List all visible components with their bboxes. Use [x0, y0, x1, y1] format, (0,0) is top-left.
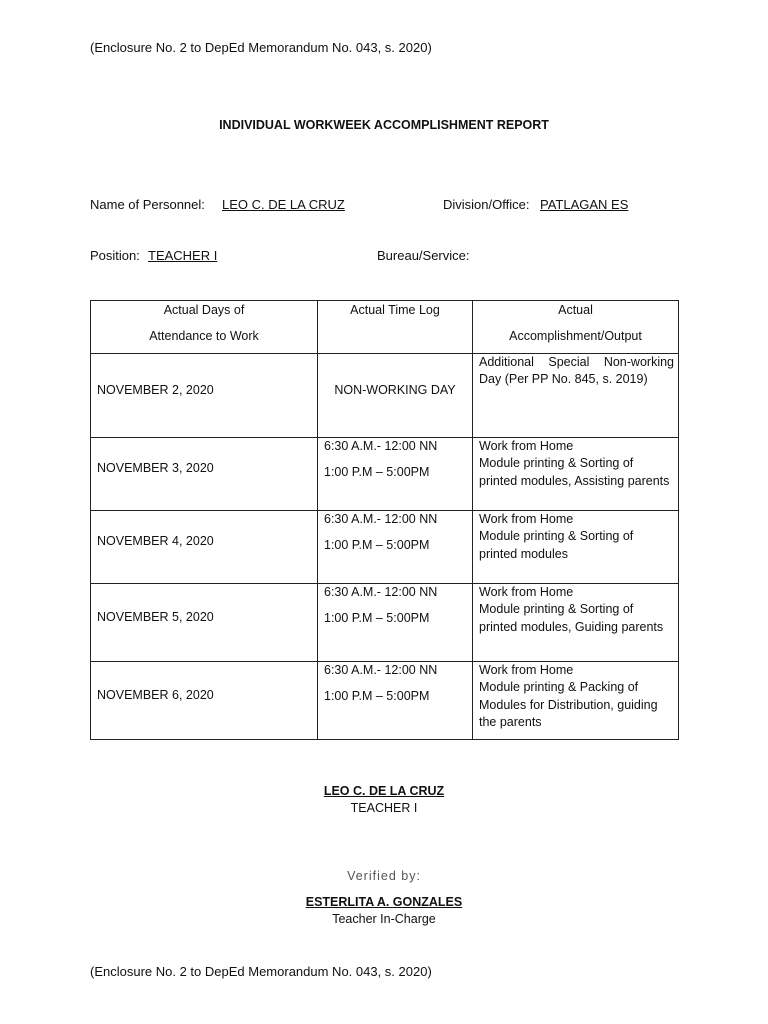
- row-date: [91, 511, 318, 584]
- acc-line2: Module printing & Packing of Modules for Distribution, guiding the parents: [479, 680, 658, 729]
- time-am: 6:30 A.M.- 12:00 NN: [324, 585, 438, 599]
- table-row: [91, 662, 679, 740]
- position-label: Position:: [90, 248, 140, 263]
- bureau-label: Bureau/Service:: [377, 248, 470, 263]
- enclosure-footer: (Enclosure No. 2 to DepEd Memorandum No. 043, s. 2020): [90, 964, 432, 979]
- table-row: [91, 584, 679, 662]
- division-label: Division/Office:: [443, 197, 530, 212]
- row-time: [318, 584, 473, 662]
- acc-line1: Work from Home: [479, 585, 574, 599]
- table-row: [91, 354, 679, 438]
- row-date: [91, 662, 318, 740]
- position-value: TEACHER I: [148, 248, 218, 263]
- time-am: 6:30 A.M.- 12:00 NN: [324, 663, 438, 677]
- acc-line2: Module printing & Sorting of printed modules: [479, 529, 634, 561]
- header-days-line2: Attendance to Work: [149, 329, 259, 343]
- date-text: NOVEMBER 4, 2020: [97, 534, 214, 548]
- acc-line1: Work from Home: [479, 663, 574, 677]
- verifier-position: Teacher In-Charge: [332, 912, 436, 926]
- signatory-name-wrap: [0, 784, 768, 798]
- date-text: NOVEMBER 3, 2020: [97, 461, 214, 475]
- division-value: PATLAGAN ES: [540, 197, 629, 212]
- acc-line1: Work from Home: [479, 512, 574, 526]
- table-header-row: [91, 301, 679, 354]
- verifier-name: ESTERLITA A. GONZALES: [305, 895, 463, 909]
- acc-line1: Work from Home: [479, 439, 574, 453]
- header-acc-line2: Accomplishment/Output: [509, 329, 642, 343]
- row-accomplishment: [473, 511, 679, 584]
- row-accomplishment: [473, 662, 679, 740]
- row-accomplishment: [473, 438, 679, 511]
- time-pm: 1:00 P.M – 5:00PM: [324, 538, 430, 552]
- row-accomplishment: [473, 584, 679, 662]
- header-days-line1: Actual Days of: [163, 303, 245, 317]
- name-value: LEO C. DE LA CRUZ: [222, 197, 345, 212]
- accomplishment-table: [90, 300, 679, 740]
- header-acc-line1: Actual: [558, 303, 593, 317]
- header-time-text: Actual Time Log: [350, 303, 440, 317]
- signatory-position: TEACHER I: [350, 801, 418, 815]
- acc-line2: Module printing & Sorting of printed modules, Assisting parents: [479, 456, 670, 488]
- row-accomplishment: [473, 354, 679, 438]
- enclosure-header: (Enclosure No. 2 to DepEd Memorandum No. 043, s. 2020): [90, 40, 432, 55]
- table-row: [91, 438, 679, 511]
- row-time: [318, 662, 473, 740]
- time-pm: 1:00 P.M – 5:00PM: [324, 611, 430, 625]
- header-accomplishment: [473, 301, 679, 354]
- verifier-name-wrap: [0, 895, 768, 909]
- time-pm: 1:00 P.M – 5:00PM: [324, 465, 430, 479]
- row-date: [91, 354, 318, 438]
- time-pm: 1:00 P.M – 5:00PM: [324, 689, 430, 703]
- acc-line2: Module printing & Sorting of printed modules, Guiding parents: [479, 602, 664, 634]
- report-title: INDIVIDUAL WORKWEEK ACCOMPLISHMENT REPORT: [219, 118, 549, 132]
- header-days: [91, 301, 318, 354]
- row-date: [91, 438, 318, 511]
- date-text: NOVEMBER 6, 2020: [97, 687, 214, 702]
- row-time: [318, 438, 473, 511]
- date-text: NOVEMBER 2, 2020: [97, 382, 214, 397]
- time-am: 6:30 A.M.- 12:00 NN: [324, 512, 438, 526]
- row-date: [91, 584, 318, 662]
- header-time: [318, 301, 473, 354]
- non-working-text: NON-WORKING DAY: [334, 382, 456, 397]
- time-am: 6:30 A.M.- 12:00 NN: [324, 439, 438, 453]
- accomplishment-text: Additional Special Non-working Day (Per PP No. 845, s. 2019): [479, 355, 674, 387]
- table-row: [91, 511, 679, 584]
- name-label: Name of Personnel:: [90, 197, 205, 212]
- signatory-name: LEO C. DE LA CRUZ: [323, 784, 445, 798]
- verified-label: Verified by:: [347, 869, 421, 883]
- date-text: NOVEMBER 5, 2020: [97, 609, 214, 624]
- row-time: [318, 354, 473, 438]
- row-time: [318, 511, 473, 584]
